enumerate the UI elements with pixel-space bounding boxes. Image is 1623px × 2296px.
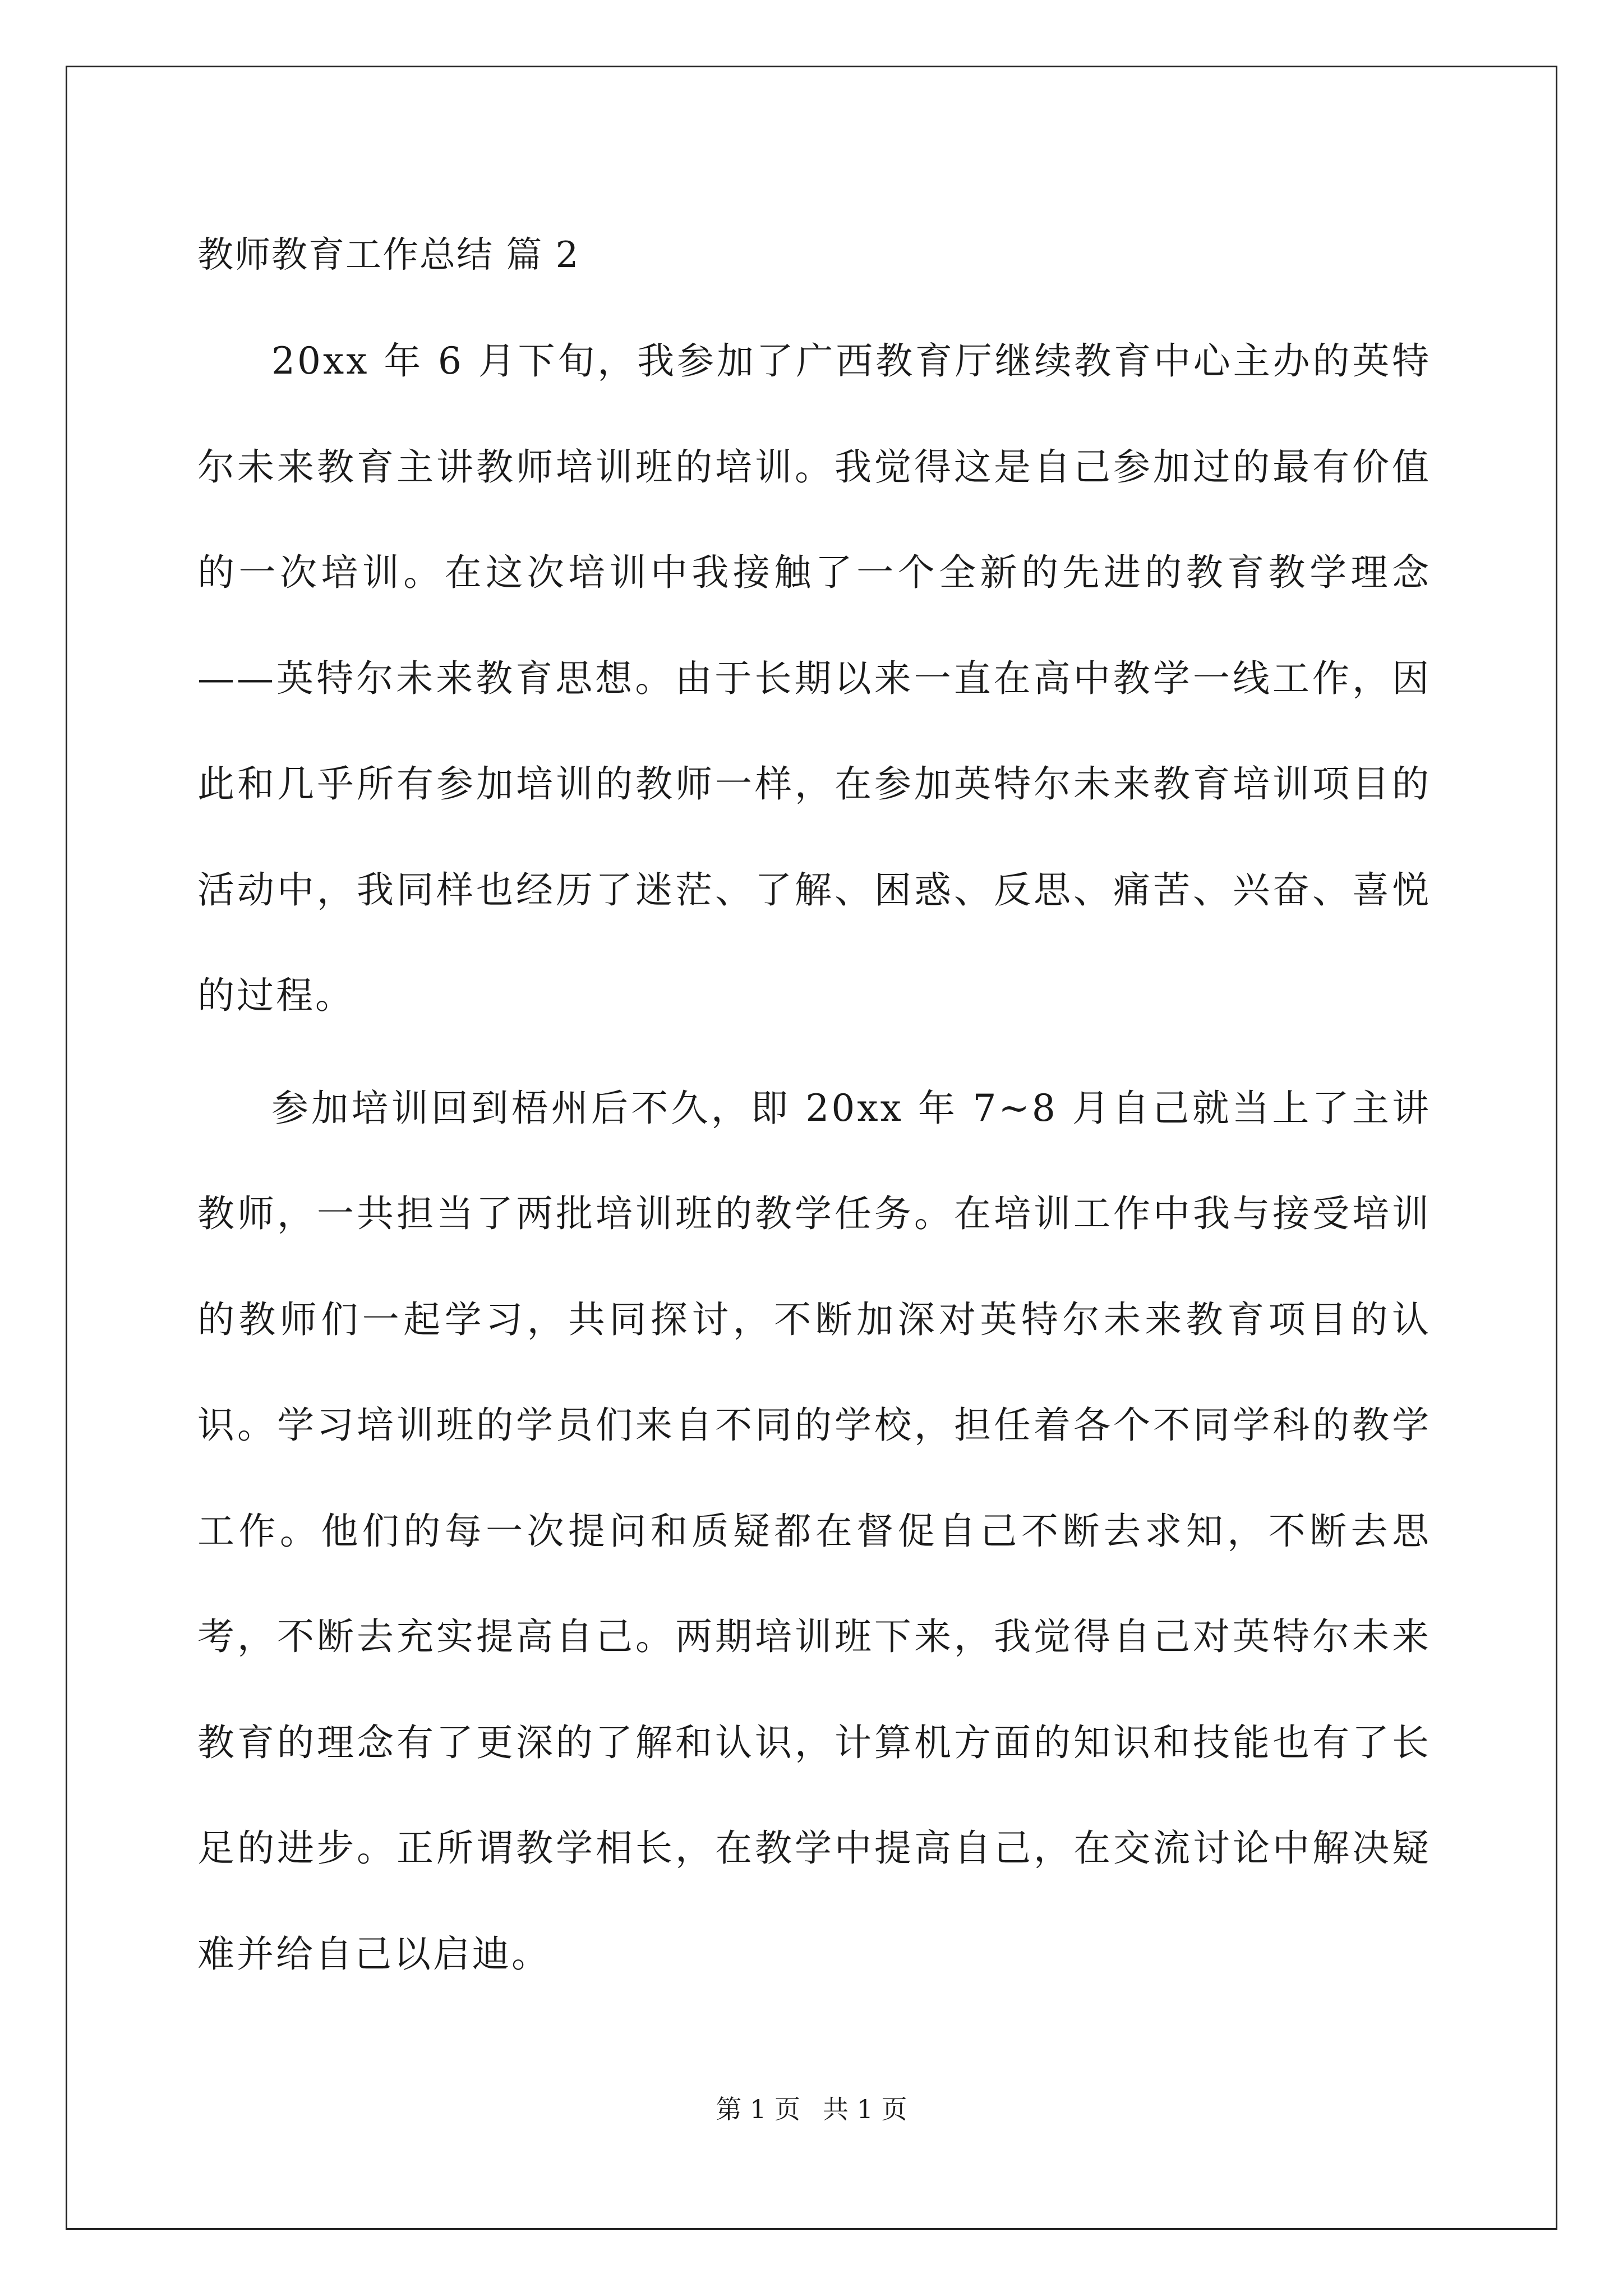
paragraph-1: 20xx 年 6 月下旬，我参加了广西教育厅继续教育中心主办的英特尔未来教育主讲教师培训班的培训。我觉得这是自己参加过的最有价值的一次培训。在这次培训中我接触了一个全新的先进的教育教学理念——英特尔未来教育思想。由于长期以来一直在高中教学一线工作，因此和几乎所有参加培训的教师一样，在参加英特尔未来教育培训项目的活动中，我同样也经历了迷茫、了解、困惑、反思、痛苦、兴奋、喜悦的过程。: [197, 339, 1431, 1017]
page-number-current: 第 1 页: [716, 2094, 800, 2124]
document-title: 教师教育工作总结 篇 2: [197, 234, 580, 276]
page-number-total: 共 1 页: [823, 2094, 907, 2124]
document-body: [197, 213, 1431, 2007]
page-footer: [0, 2092, 1623, 2126]
paragraph-2: 参加培训回到梧州后不久，即 20xx 年 7~8 月自己就当上了主讲教师，一共担当了两批培训班的教学任务。在培训工作中我与接受培训的教师们一起学习，共同探讨，不断加深对英特尔未来教育项目的认识。学习培训班的学员们来自不同的学校，担任着各个不同学科的教学工作。他们的每一次提问和质疑都在督促自己不断去求知，不断去思考，不断去充实提高自己。两期培训班下来，我觉得自己对英特尔未来教育的理念有了更深的了解和认识，计算机方面的知识和技能也有了长足的进步。正所谓教学相长，在教学中提高自己，在交流讨论中解决疑难并给自己以启迪。: [197, 1086, 1431, 1976]
